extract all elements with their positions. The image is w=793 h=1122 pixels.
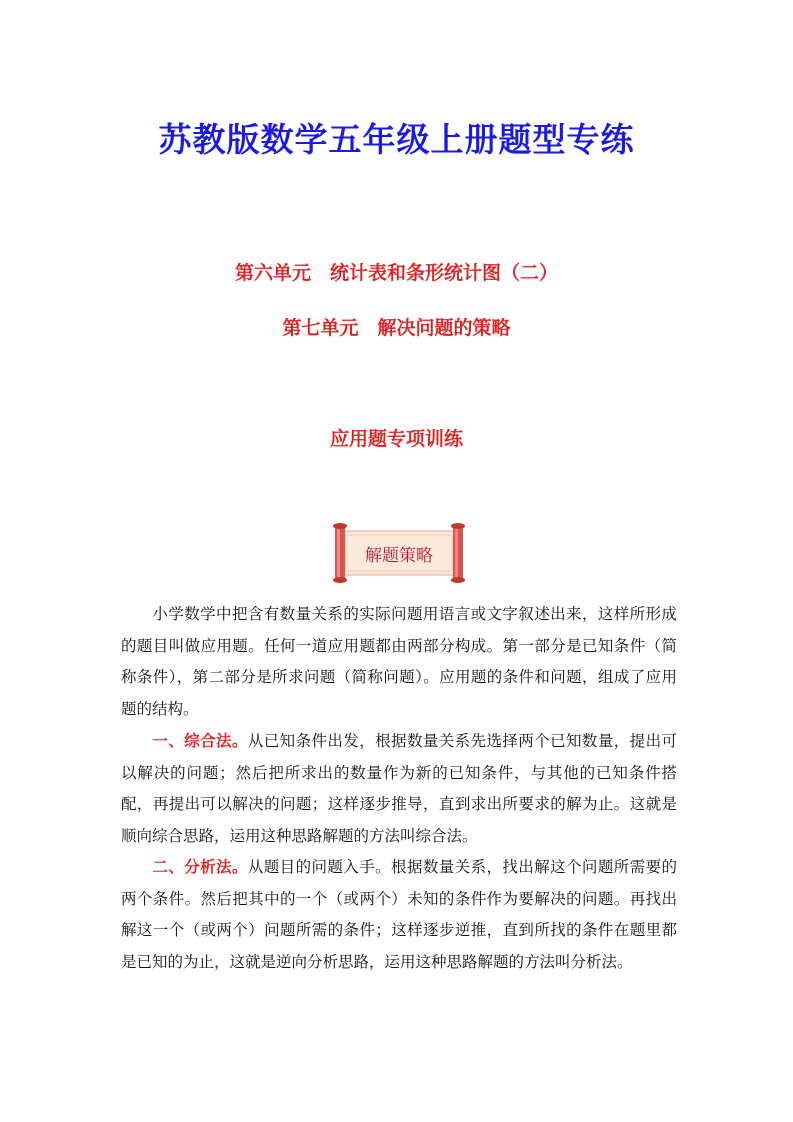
- strategy-scroll-banner: [328, 522, 470, 584]
- intro-text: 小学数学中把含有数量关系的实际问题用语言或文字叙述出来，这样所形成的题目叫做应用题。任何一道应用题都由两部分构成。第一部分是已知条件（简称条件），第二部分是所求问题（简称问题）。应用题的条件和问题，组成了应用题的结构。: [121, 605, 677, 718]
- method-lead: 一、综合法。: [152, 732, 248, 750]
- section-title: 应用题专项训练: [329, 428, 463, 450]
- unit-label: 第七单元: [282, 317, 359, 339]
- method-paragraph-analysis: [121, 852, 677, 978]
- unit-heading-6: [0, 258, 793, 285]
- intro-paragraph: [121, 599, 677, 725]
- method-lead: 二、分析法。: [152, 858, 248, 876]
- method-text: 从题目的问题入手。根据数量关系，找出解这个问题所需要的两个条件。然后把其中的一个（或两个）未知的条件作为要解决的问题。再找出解这一个（或两个）问题所需的条件；这样逐步逆推，直到所找的条件在题里都是已知的为止，这就是逆向分析思路，运用这种思路解题的方法叫分析法。: [121, 858, 677, 971]
- scroll-label: 解题策略: [365, 546, 433, 566]
- unit-name: 解决问题的策略: [377, 317, 511, 339]
- unit-name: 统计表和条形统计图（二）: [330, 262, 559, 284]
- unit-label: 第六单元: [234, 262, 311, 284]
- method-text: 从已知条件出发，根据数量关系先选择两个已知数量，提出可以解决的问题；然后把所求出的数量作为新的已知条件，与其他的已知条件搭配，再提出可以解决的问题；这样逐步推导，直到求出所要求的解为止。这就是顺向综合思路，运用这种思路解题的方法叫综合法。: [121, 732, 677, 845]
- method-paragraph-synthesis: [121, 726, 677, 852]
- unit-heading-7: [0, 313, 793, 340]
- document-title: 苏教版数学五年级上册题型专练: [158, 120, 635, 159]
